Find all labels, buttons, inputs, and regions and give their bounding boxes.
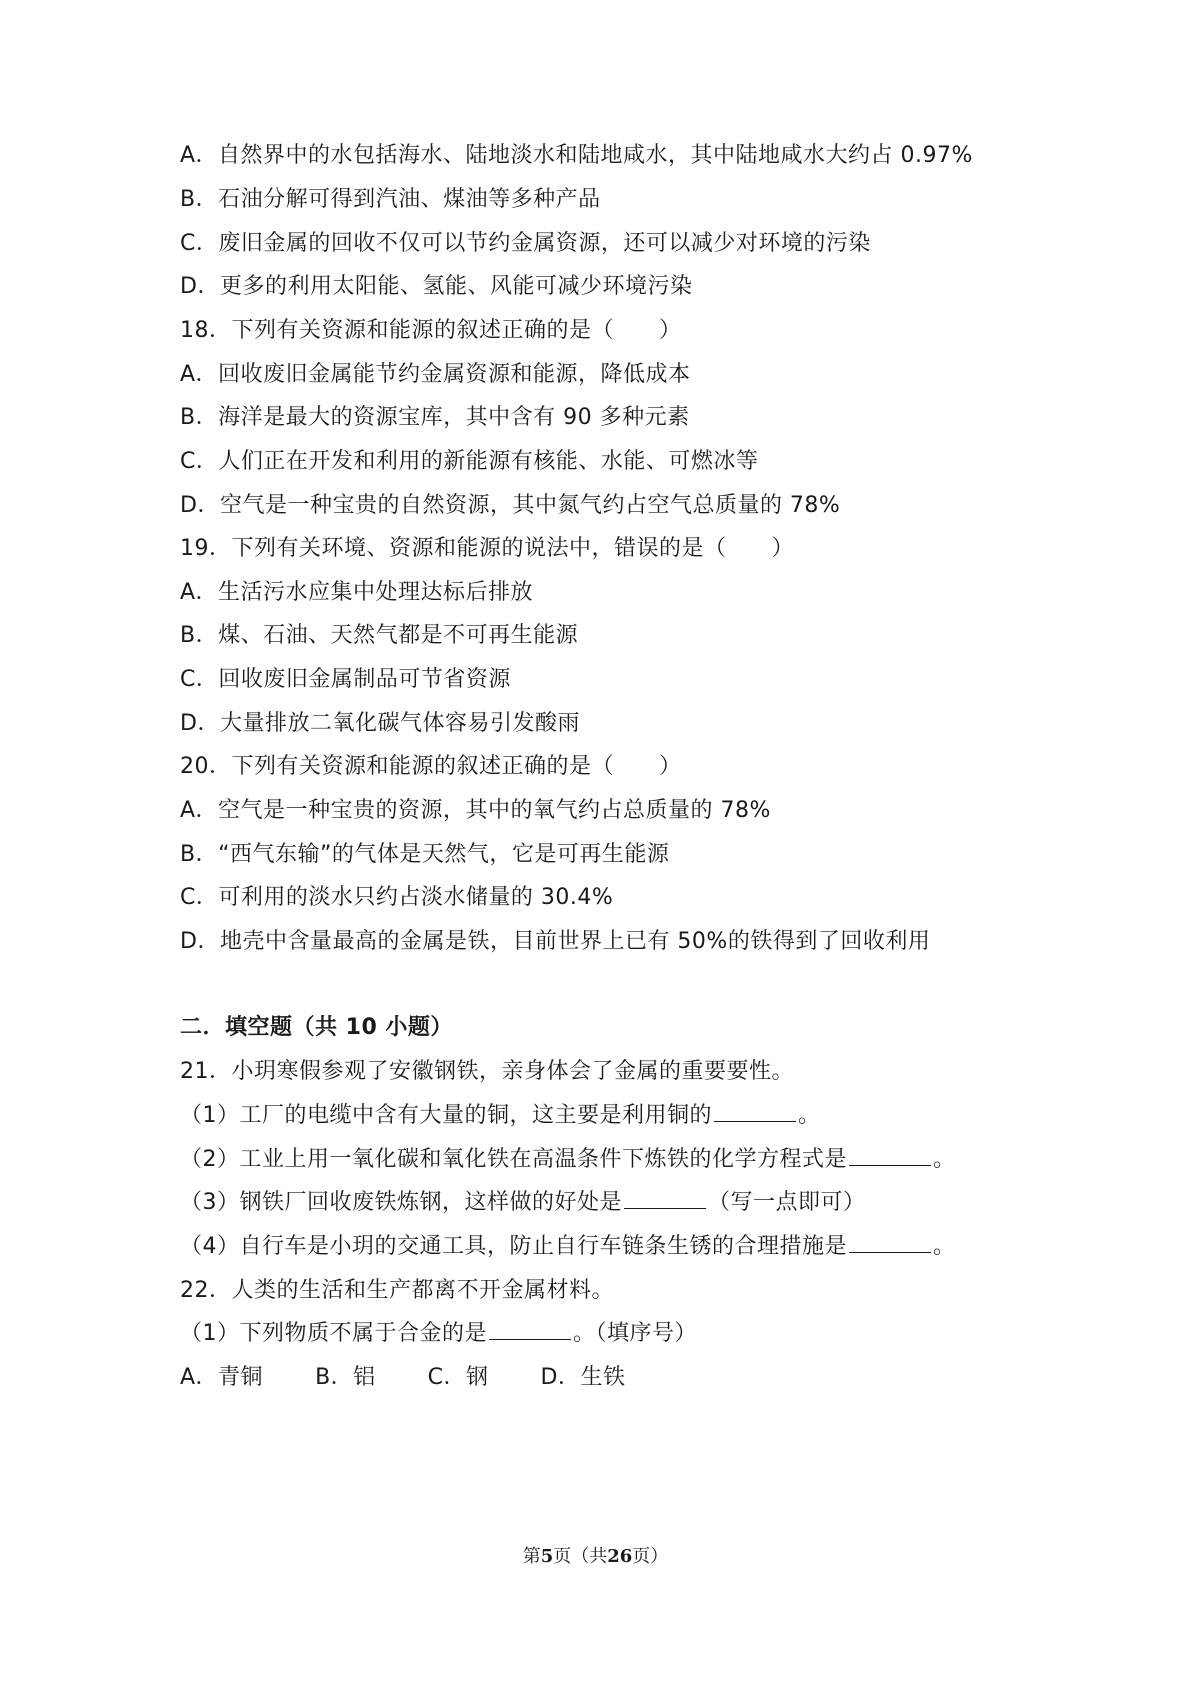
q19-option-a: A．生活污水应集中处理达标后排放 [180,580,534,605]
q18-option-a: A．回收废旧金属能节约金属资源和能源，降低成本 [180,362,691,387]
q17-option-c: C．废旧金属的回收不仅可以节约金属资源，还可以减少对环境的污染 [180,231,871,256]
q18-stem: 18．下列有关资源和能源的叙述正确的是（ ） [180,318,682,343]
q22-part-1-end: 。（填序号） [573,1321,698,1346]
section-heading: 二．填空题（共 10 小题） [180,1015,453,1040]
q22-option-d: D．生铁 [540,1365,626,1390]
q18-option-c: C．人们正在开发和利用的新能源有核能、水能、可燃冰等 [180,449,759,474]
answer-blank[interactable] [849,1232,931,1253]
q20-option-a: A．空气是一种宝贵的资源，其中的氧气约占总质量的 78% [180,798,771,823]
q20-option-b: B．“西气东输”的气体是天然气，它是可再生能源 [180,842,670,867]
q21-part-1 [180,1101,821,1131]
q18-option-b: B．海洋是最大的资源宝库，其中含有 90 多种元素 [180,405,690,430]
q21-part-4-end: 。 [933,1234,956,1259]
total-pages: 26 [607,1546,633,1567]
q21-part-4-text: （4）自行车是小玥的交通工具，防止自行车链条生锈的合理措施是 [180,1234,847,1259]
q21-part-2-end: 。 [933,1147,956,1172]
page-footer [0,1545,1191,1569]
q21-stem: 21．小玥寒假参观了安徽钢铁，亲身体会了金属的重要要性。 [180,1059,794,1084]
footer-mid: 页（共 [553,1546,608,1567]
q21-part-1-end: 。 [798,1103,821,1128]
q21-part-4 [180,1232,956,1262]
q19-option-b: B．煤、石油、天然气都是不可再生能源 [180,623,579,648]
footer-pre: 第 [522,1546,541,1567]
q18-option-d: D．空气是一种宝贵的自然资源，其中氮气约占空气总质量的 78% [180,493,841,518]
answer-blank[interactable] [624,1188,706,1209]
q20-option-d: D．地壳中含量最高的金属是铁，目前世界上已有 50%的铁得到了回收利用 [180,929,931,954]
q20-option-c: C．可利用的淡水只约占淡水储量的 30.4% [180,885,614,910]
q22-part-1 [180,1319,697,1349]
q17-option-d: D．更多的利用太阳能、氢能、风能可减少环境污染 [180,274,693,299]
answer-blank[interactable] [489,1319,571,1340]
q17-option-a: A．自然界中的水包括海水、陆地淡水和陆地咸水，其中陆地咸水大约占 0.97% [180,143,973,168]
footer-post: 页） [632,1546,669,1567]
q21-part-2 [180,1145,956,1175]
q21-part-1-text: （1）工厂的电缆中含有大量的铜，这主要是利用铜的 [180,1103,712,1128]
q22-option-c: C．钢 [427,1365,489,1390]
answer-blank[interactable] [714,1101,796,1122]
q22-option-a: A．青铜 [180,1365,264,1390]
answer-blank[interactable] [849,1145,931,1166]
q19-option-d: D．大量排放二氧化碳气体容易引发酸雨 [180,711,580,736]
q21-part-2-text: （2）工业上用一氧化碳和氧化铁在高温条件下炼铁的化学方程式是 [180,1147,847,1172]
q19-option-c: C．回收废旧金属制品可节省资源 [180,667,511,692]
q22-options [180,1363,677,1393]
q21-part-3-text: （3）钢铁厂回收废铁炼钢，这样做的好处是 [180,1190,622,1215]
page-number: 5 [540,1546,554,1567]
q22-option-b: B．铝 [315,1365,376,1390]
q22-part-1-text: （1）下列物质不属于合金的是 [180,1321,487,1346]
q19-stem: 19．下列有关环境、资源和能源的说法中，错误的是（ ） [180,536,794,561]
q20-stem: 20．下列有关资源和能源的叙述正确的是（ ） [180,754,682,779]
q22-stem: 22．人类的生活和生产都离不开金属材料。 [180,1278,614,1303]
q21-part-3-end: （写一点即可） [708,1190,866,1215]
q21-part-3 [180,1188,866,1218]
q17-option-b: B．石油分解可得到汽油、煤油等多种产品 [180,187,601,212]
